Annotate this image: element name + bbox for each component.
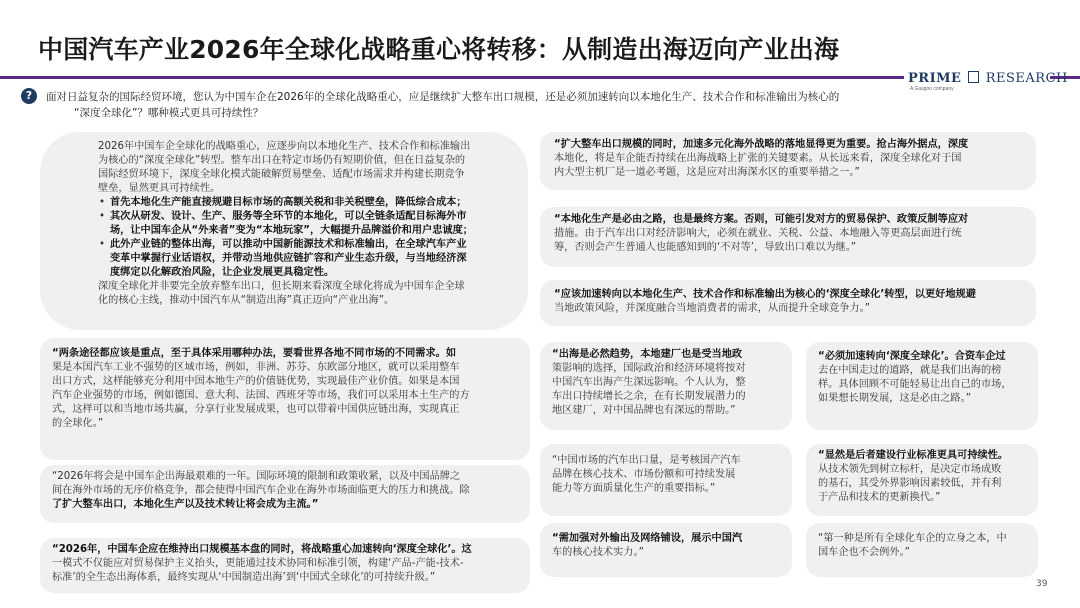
quote-line: “两条途径都应该是重点，至于具体采用哪种办法，要看世界各地不同市场的不同需求。如: [52, 348, 457, 359]
page-number: 39: [1036, 579, 1048, 589]
quote-line: 度绑定以化解政治风险，让企业发展更具稳定性。: [110, 267, 335, 278]
quote-line: 本地化，将是车企能否持续在出海战略上扩张的关键要素。从长远来看，深度全球化对于国: [554, 153, 962, 164]
quote-line: 车的核心技术实力。”: [552, 547, 644, 558]
quote-line: 中国汽车出海产生深远影响。个人认为，整: [552, 377, 746, 388]
bubble-body: [552, 532, 780, 560]
quote-line: 一模式不仅能应对贸易保护主义抬头，更能通过技术协同和标准引领，构建‘产品-产能-技术-: [52, 558, 464, 569]
quote-line: “本地化生产是必由之路，也是最终方案。否则，可能引发对方的贸易保护、政策反制等应对: [554, 214, 969, 225]
quote-line: 策影响的选择，国际政治和经济环境将按对: [552, 363, 746, 374]
quote-line: 能力等方面质量化生产的重要指标。”: [552, 483, 716, 494]
quote-line: 的全球化。”: [52, 418, 104, 429]
quote-line: 化的核心主线，推动中国汽车从“制造出海”真正迈向“产业出海”。: [98, 295, 395, 306]
quote-line: 于产品和技术的更新换代。”: [818, 492, 941, 503]
quote-line: 品牌在核心技术、市场份额和可持续发展: [552, 469, 736, 480]
quote-line: 2026年中国车企全球化的战略重心，应逐步向以本地化生产、技术合作和标准输出: [98, 141, 471, 152]
quote-line: 国车企也不会例外。”: [818, 547, 910, 558]
answer-bubble-5: [540, 132, 1036, 190]
answer-bubble-2: [40, 338, 530, 460]
bubble-body: [818, 449, 1026, 505]
quote-line: “2026年，中国车企应在维持出口规模基本盘的同时，将战略重心加速转向‘深度全球化’。这: [52, 544, 472, 555]
answer-bubble-9: [806, 342, 1038, 430]
quote-line: “应该加速转向以本地化生产、技术合作和标准输出为核心的‘深度全球化’转型，以更好地规避: [554, 289, 976, 300]
quote-line: 汽车企业强势的市场，例如德国、意大利、法国、西班牙等市场，我们可以采用本土生产的方: [52, 390, 470, 401]
quote-line: “中国市场的汽车出口量，是考核国产汽车: [552, 455, 741, 466]
bubble-body: [552, 454, 780, 496]
prime-research-logo: [904, 67, 1068, 92]
quote-line: 车出口持续增长之余，在有长期发展潜力的: [552, 391, 746, 402]
bullet-item: [98, 238, 510, 280]
quote-line: • 首先本地化生产能直接规避目标市场的高额关税和非关税壁垒，降低综合成本；: [110, 197, 467, 208]
logo-tagline: A Gasgoo company: [910, 86, 954, 92]
bubble-body: [818, 350, 1026, 406]
quote-line: 去在中国走过的道路，就是我们出海的榜: [818, 365, 1002, 376]
quote-line: 措施。由于汽车出口对经济影响大，必须在就业、关税、公益、本地融入等更高层面进行统: [554, 228, 962, 239]
logo-wordmark: PRIME RESEARCH: [908, 71, 1068, 86]
page-title: 中国汽车产业2026年全球化战略重心将转移：从制造出海迈向产业出海: [38, 35, 840, 64]
bullet-item: [98, 210, 510, 238]
answer-bubble-13: [806, 523, 1038, 577]
quote-line: 壁垒，显然更具可持续性。: [98, 183, 221, 194]
quote-line: “扩大整车出口规模的同时，加速多元化海外战略的落地显得更为重要。抢占海外据点，深度: [554, 139, 969, 150]
bubble-body: [52, 470, 518, 512]
quote-line: 间在海外市场的无序价格竞争，都会使得中国汽车企业在海外市场面临更大的压力和挑战。除: [52, 485, 470, 496]
quote-line: • 其次从研发、设计、生产、服务等全环节的本地化，可以全链条适配目标海外市: [110, 211, 467, 222]
bubble-body: [554, 288, 1022, 316]
answer-bubble-11: [806, 444, 1038, 516]
question-mark-icon: ?: [21, 88, 37, 104]
bubble-body: [818, 532, 1026, 560]
quote-line: 深度全球化并非要完全放弃整车出口，但长期来看深度全球化将成为中国车企全球: [98, 281, 465, 292]
quote-line: 出口方式，这样能够充分利用中国本地生产的价值链优势，实现最佳产业价值。如果是本国: [52, 376, 460, 387]
question-line: 面对日益复杂的国际经贸环境，您认为中国车企在2026年的全球化战略重心，应是继续扩大整车出口规模，还是必须加速转向以本地化生产、技术合作和标准输出为核心的: [46, 91, 840, 103]
quote-line: “2026年将会是中国车企出海最艰难的一年。国际环境的限制和政策收紧，以及中国品牌之: [52, 471, 461, 482]
bubble-body: [552, 348, 780, 418]
answer-bubble-12: [540, 523, 792, 577]
quote-line: 内大型主机厂是一道必考题，这是应对出海深水区的重要举措之一。”: [554, 167, 860, 178]
bubble-body: [98, 140, 510, 308]
quote-line: • 此外产业链的整体出海，可以推动中国新能源技术和标准输出，在全球汽车产业: [110, 239, 467, 250]
bullet-item: [98, 196, 510, 210]
quote-line: 为核心的“深度全球化”转型。整车出口在特定市场仍有短期价值，但在日益复杂的: [98, 155, 466, 166]
answer-bubble-8: [540, 342, 792, 430]
quote-line: 样。具体回顾不可能轻易让出自己的市场，: [818, 379, 1012, 390]
bubble-body: [52, 543, 518, 585]
answer-bubble-6: [540, 207, 1036, 267]
quote-line: 标准’的全生态出海体系，最终实现从‘中国制造出海’到‘中国式全球化’的可持续升级。”: [52, 572, 436, 583]
quote-line: 的基石，其受外界影响因素较低，并有利: [818, 478, 1002, 489]
quote-line: “出海是必然趋势，本地建厂也是受当地政: [552, 349, 743, 360]
bubble-body: [52, 347, 518, 431]
answer-bubble-1: [40, 132, 528, 330]
quote-line: 当地政策风险，并深度融合当地消费者的需求，从而提升全球竞争力。”: [554, 303, 870, 314]
quote-line: 从技术领先到树立标杆，是决定市场成败: [818, 464, 1002, 475]
quote-line: “必须加速转向‘深度全球化’。合资车企过: [818, 351, 1006, 362]
quote-line: 式，这样可以和当地市场共赢，分享行业发展成果，也可以带着中国供应链出海，实现真正: [52, 404, 460, 415]
survey-question: [46, 89, 1026, 121]
quote-line: “第一种是所有全球化车企的立身之本，中: [818, 533, 1007, 544]
answer-bubble-3: [40, 465, 530, 523]
bubble-body: [554, 213, 1022, 255]
quote-line: 地区建厂，对中国品牌也有深远的帮助。”: [552, 405, 736, 416]
quote-line: 了扩大整车出口，本地化生产以及技术转让将会成为主流。”: [52, 499, 319, 510]
answer-bubble-7: [540, 280, 1036, 326]
quote-line: 筹，否则会产生普通人也能感知到的‘不对等’，导致出口难以为继。”: [554, 242, 857, 253]
quote-line: 场，让中国车企从“外来者”变为“本地玩家”，大幅提升品牌溢价和用户忠诚度；: [110, 225, 473, 236]
logo-book-icon: [968, 71, 979, 83]
quote-line: 果是本国汽车工业不强势的区域市场，例如，非洲、苏芬、东欧部分地区，就可以采用整车: [52, 362, 460, 373]
quote-line: 如果想长期发展，这是必由之路。”: [818, 393, 971, 404]
quote-line: 国际经贸环境下，深度全球化模式能破解贸易壁垒、适配市场需求并构建长期竞争: [98, 169, 465, 180]
quote-line: “显然是后者建设行业标准更具可持续性。: [818, 450, 1009, 461]
quote-line: “需加强对外输出及网络铺设，展示中国汽: [552, 533, 743, 544]
answer-bubble-4: [40, 538, 530, 593]
answer-bubble-10: [540, 444, 792, 516]
quote-line: 变革中掌握行业话语权，并带动当地供应链扩容和产业生态升级，与当地经济深: [110, 253, 467, 264]
question-line: “深度全球化”？哪种模式更具可持续性？: [74, 107, 264, 119]
bubble-body: [554, 138, 1022, 180]
